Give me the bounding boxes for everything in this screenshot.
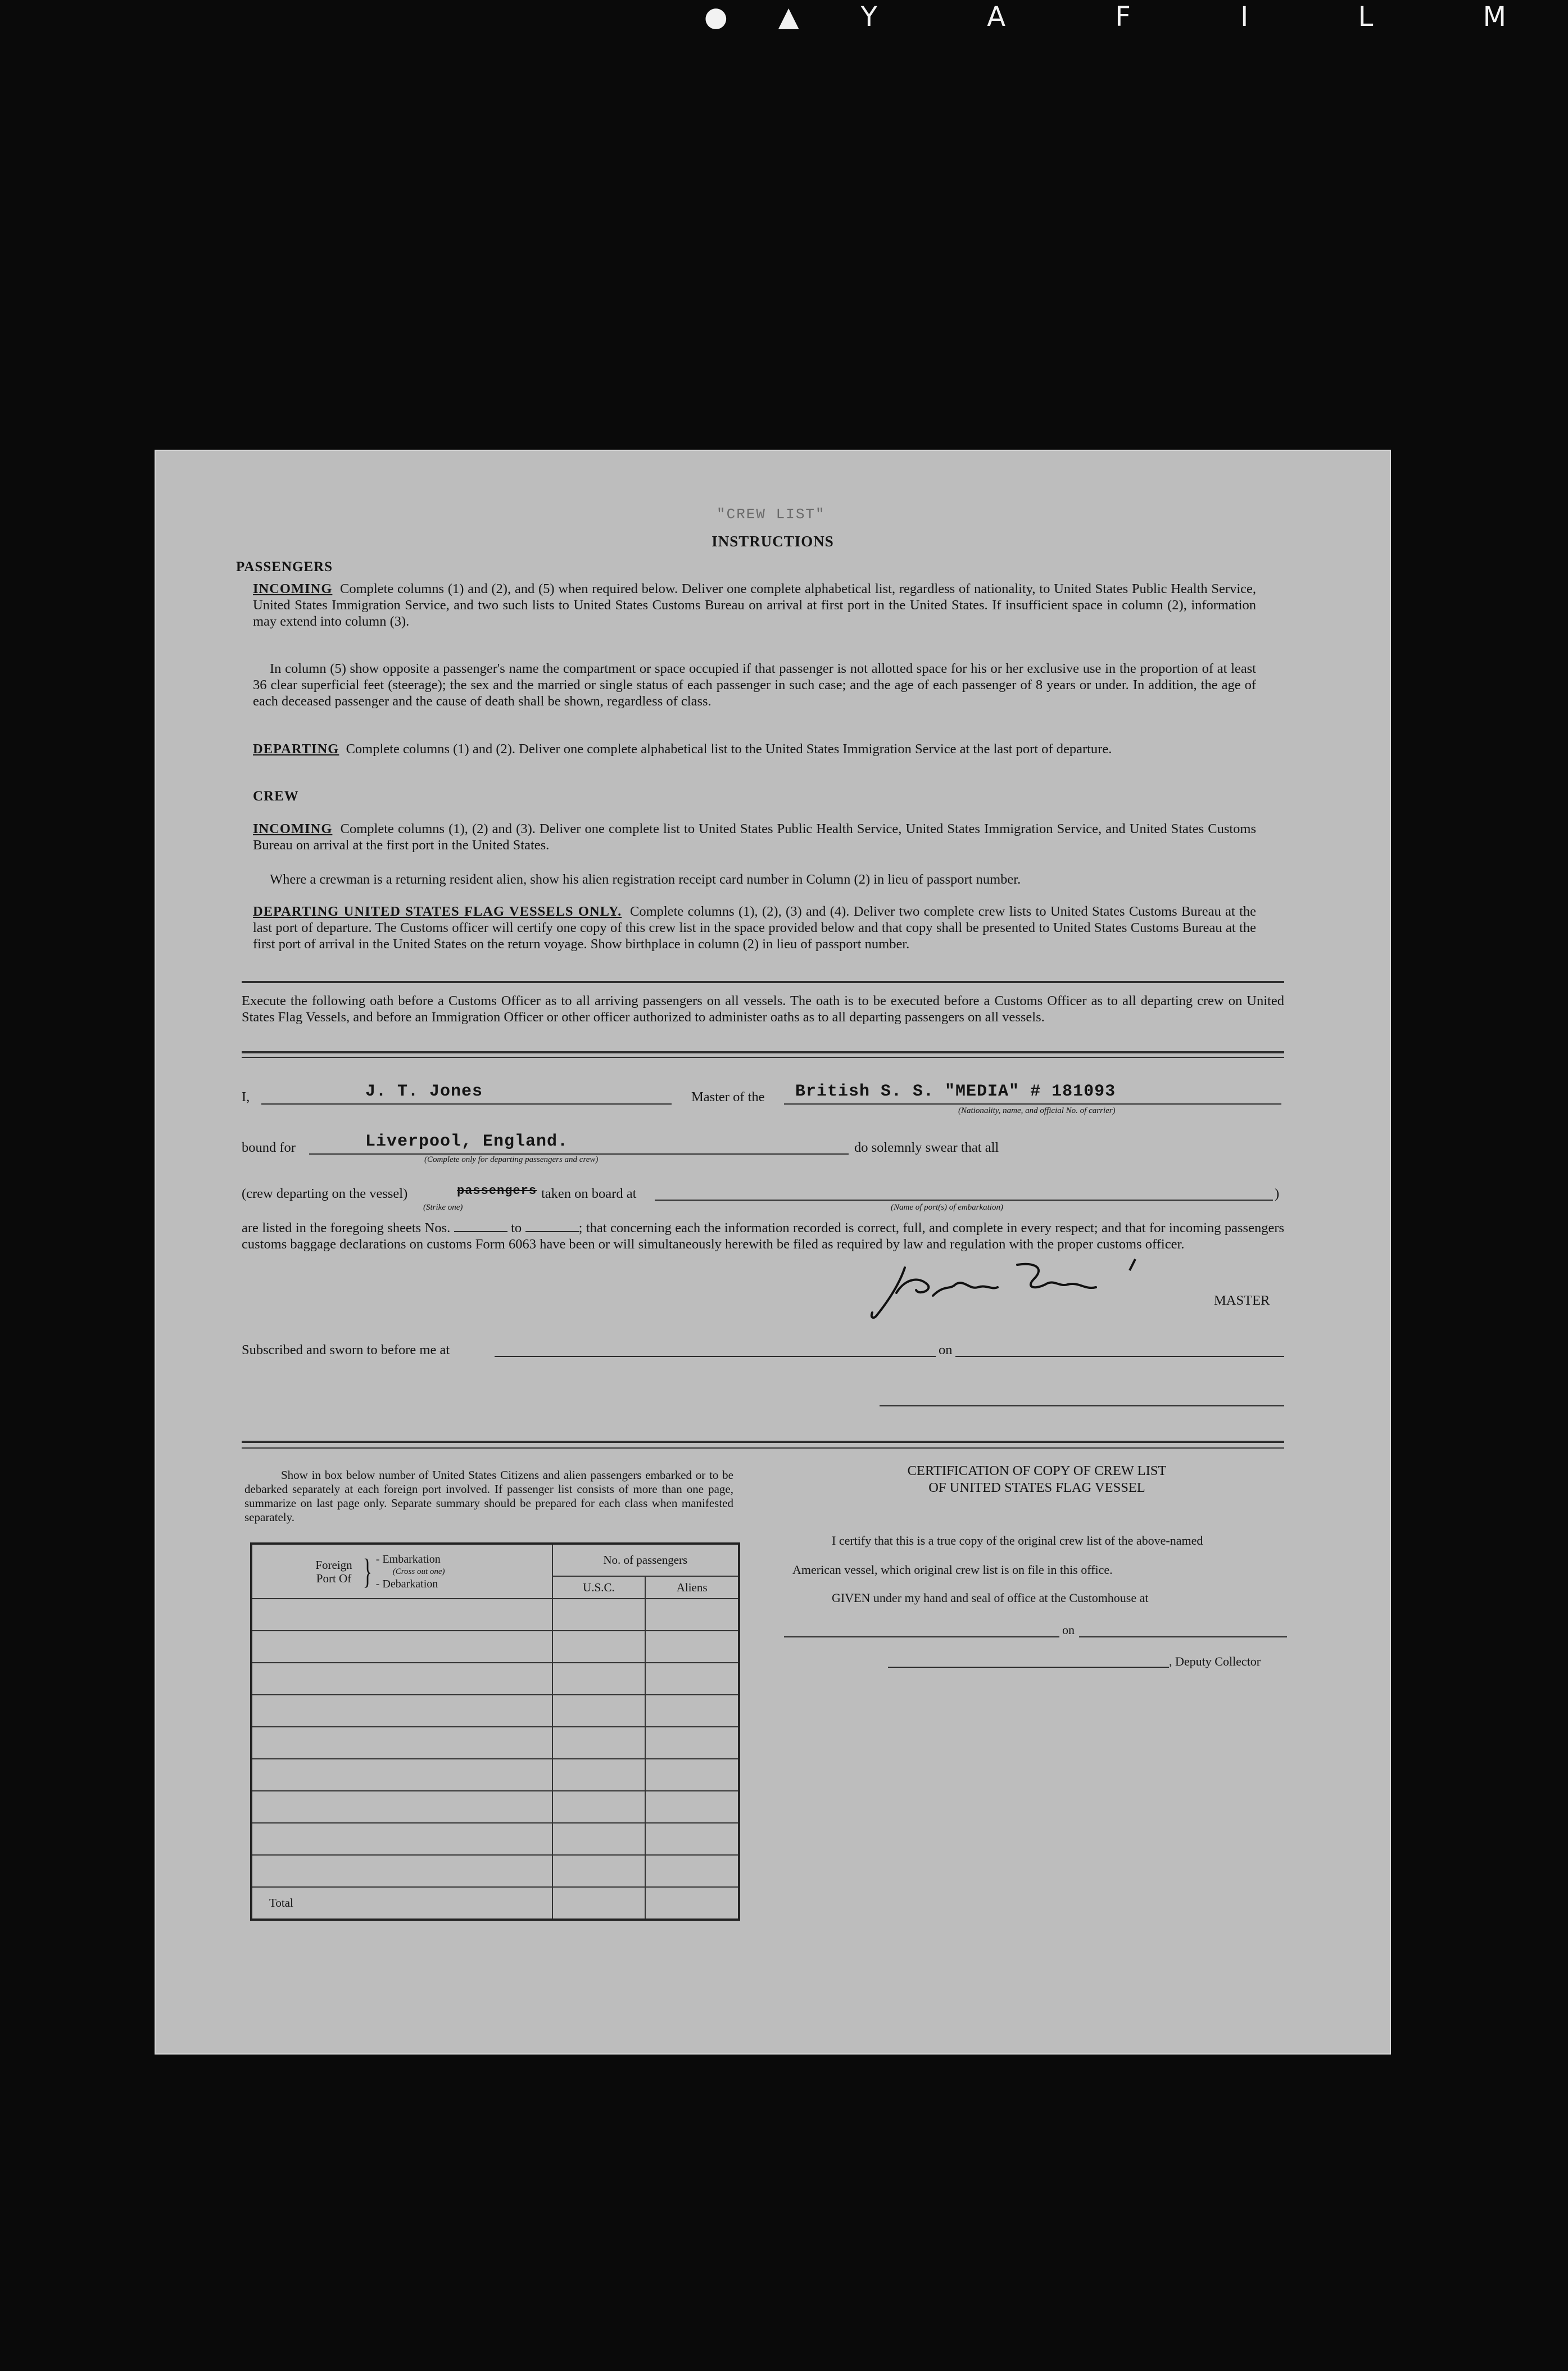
section-divider (242, 1441, 1284, 1443)
oath-i-label: I, (242, 1089, 250, 1105)
crew-incoming-label: INCOMING (253, 821, 333, 836)
crew-incoming-paragraph (253, 821, 1256, 853)
passengers-heading: PASSENGERS (236, 559, 333, 574)
certification-line-2: American vessel, which original crew list is on file in this office. (792, 1563, 1113, 1577)
to-label: to (511, 1220, 522, 1236)
section-divider (242, 1057, 1284, 1058)
crewman-paragraph: Where a crewman is a returning resident alien, show his alien registration receipt card number in Column (2) in lieu of passport number. (270, 872, 1021, 887)
table-row (251, 1855, 739, 1887)
destination-value: Liverpool, England. (365, 1132, 569, 1151)
total-row (251, 1887, 739, 1920)
certification-heading-1: CERTIFICATION OF COPY OF CREW LIST (907, 1463, 1167, 1478)
certification-on-label: on (1062, 1623, 1075, 1637)
table-row (251, 1791, 739, 1823)
total-label: Total (251, 1887, 552, 1920)
section-divider (242, 981, 1284, 983)
table-row (251, 1727, 739, 1759)
sheets-label: are listed in the foregoing sheets Nos. (242, 1220, 451, 1236)
table-row (251, 1631, 739, 1663)
cross-out-caption: (Cross out one) (392, 1567, 445, 1576)
close-paren: ) (1275, 1186, 1280, 1201)
master-label: MASTER (1214, 1293, 1270, 1308)
crew-departing-text: (crew departing on the vessel) (242, 1186, 408, 1201)
customhouse-line (784, 1636, 1059, 1637)
passenger-summary-table (250, 1542, 740, 1921)
incoming-label: INCOMING (253, 581, 333, 596)
certification-line-3: GIVEN under my hand and seal of office at the Customhouse at (832, 1591, 1149, 1605)
crew-incoming-text: Complete columns (1), (2) and (3). Deliver one complete list to United States Public Health Service, United States Immigration Service, and United States Customs Bureau on arrival at the first port in the United States. (253, 821, 1257, 853)
departing-us-label: DEPARTING UNITED STATES FLAG VESSELS ONLY. (253, 904, 622, 919)
table-row (251, 1599, 739, 1631)
column5-paragraph: In column (5) show opposite a passenger's name the compartment or space occupied if that passenger is not allotted space for his or her exclusive use in the proportion of at least 36 clear superficial feet (steerage); the sex and the married or single status of each passenger in such case; and the age of each passenger of 8 years or under. In addition, the age of each deceased passenger and the cause of death shall be shown, regardless of class. (253, 661, 1256, 709)
master-name-value: J. T. Jones (365, 1082, 483, 1101)
passengers-incoming-paragraph (253, 581, 1256, 630)
destination-caption: (Complete only for departing passengers and crew) (424, 1155, 599, 1164)
usc-header: U.S.C. (552, 1576, 646, 1599)
film-header-text: Y A F I L M (860, 1, 1557, 33)
departing-label: DEPARTING (253, 741, 339, 757)
crew-heading: CREW (253, 789, 299, 804)
sworn-date-line (955, 1356, 1284, 1357)
departing-us-text: Complete columns (1), (2), (3) and (4). Deliver two complete crew lists to United States Customs Bureau at the last port of departure. The Customs officer will certify one copy of this crew list in the space provided below and that copy shall be presented to United States Customs Bureau at the first port of arrival in the United States on the return voyage. Show birthplace in column (2) in lieu of passport number. (253, 904, 1257, 952)
vessel-caption: (Nationality, name, and official No. of carrier) (958, 1106, 1116, 1115)
sheets-from-line (454, 1231, 507, 1232)
strike-one-caption: (Strike one) (423, 1203, 463, 1212)
section-divider (242, 1447, 1284, 1449)
aliens-header: Aliens (645, 1576, 739, 1599)
taken-on-board-text: taken on board at (541, 1186, 637, 1201)
sworn-place-line (495, 1356, 936, 1357)
deputy-collector-line (888, 1667, 1169, 1668)
instructions-title: INSTRUCTIONS (712, 533, 834, 550)
vessel-line (784, 1103, 1281, 1105)
sheets-paragraph (242, 1220, 1284, 1252)
passengers-departing-paragraph (253, 741, 1256, 757)
certification-line-1: I certify that this is a true copy of the original crew list of the above-named (832, 1533, 1203, 1548)
table-row (251, 1759, 739, 1791)
departing-us-paragraph (253, 903, 1256, 952)
incoming-text: Complete columns (1) and (2), and (5) when required below. Deliver one complete alphabetical list, regardless of nationality, to United States Public Health Service, United States Immigration Service, and two such lists to United States Customs Bureau on arrival at first port in the United States. If insufficient space in column (2), information may extend into column (3). (253, 581, 1257, 629)
crew-list-stamp: "CREW LIST" (717, 506, 826, 523)
bound-for-label: bound for (242, 1140, 296, 1155)
master-name-line (261, 1103, 672, 1105)
debarkation-label: - Debarkation (375, 1577, 438, 1590)
passenger-box-intro: Show in box below number of United States Citizens and alien passengers embarked or to be debarked separately at each foreign port involved. If passenger list consists of more than one page, summarize on last page only. Separate summary should be prepared for each class when manifested separately. (244, 1468, 733, 1524)
swear-text: do solemnly swear that all (854, 1140, 999, 1155)
departing-text: Complete columns (1) and (2). Deliver one complete alphabetical list to the United States Immigration Service at the last port of departure. (346, 741, 1112, 757)
film-frame-marker-icon: ●▲ (704, 1, 850, 33)
foreign-port-label: Foreign Port Of (315, 1558, 352, 1585)
sworn-label: Subscribed and sworn to before me at (242, 1342, 450, 1358)
embarkation-label: - Embarkation (375, 1553, 441, 1565)
sheets-to-line (525, 1231, 579, 1232)
certification-heading-2: OF UNITED STATES FLAG VESSEL (928, 1480, 1145, 1495)
certification-date-line (1079, 1636, 1287, 1637)
struck-word: passengers (457, 1184, 537, 1198)
destination-line (309, 1153, 849, 1155)
oath-intro-paragraph: Execute the following oath before a Customs Officer as to all arriving passengers on all vessels. The oath is to be executed before a Customs Officer as to all departing crew on United States Flag Vessels, and before an Immigration Officer or other officer authorized to administer oaths as to all departing passengers on all vessels. (242, 993, 1284, 1025)
master-signature (865, 1256, 1146, 1324)
foreign-port-header (251, 1544, 552, 1599)
port-line (655, 1200, 1273, 1201)
table-row (251, 1695, 739, 1727)
table-row (251, 1823, 739, 1855)
deputy-collector-label: , Deputy Collector (1169, 1654, 1261, 1668)
sheets-rest-text: ; that concerning each the information recorded is correct, full, and complete in every respect; and that for incoming passengers customs baggage declarations on customs Form 6063 have been or will simultaneously herewith be filed as required by law and regulation with the proper customs officer. (242, 1220, 1285, 1252)
port-caption: (Name of port(s) of embarkation) (891, 1203, 1003, 1212)
sworn-on-label: on (939, 1342, 953, 1358)
no-of-passengers-header: No. of passengers (552, 1544, 739, 1576)
vessel-value: British S. S. "MEDIA" # 181093 (795, 1082, 1116, 1101)
officer-signature-line (880, 1405, 1284, 1406)
brace-icon: } (362, 1552, 373, 1591)
master-of-label: Master of the (691, 1089, 765, 1105)
table-row (251, 1663, 739, 1695)
section-divider (242, 1051, 1284, 1053)
microfilm-header (704, 0, 1557, 34)
form-page (155, 450, 1391, 2055)
